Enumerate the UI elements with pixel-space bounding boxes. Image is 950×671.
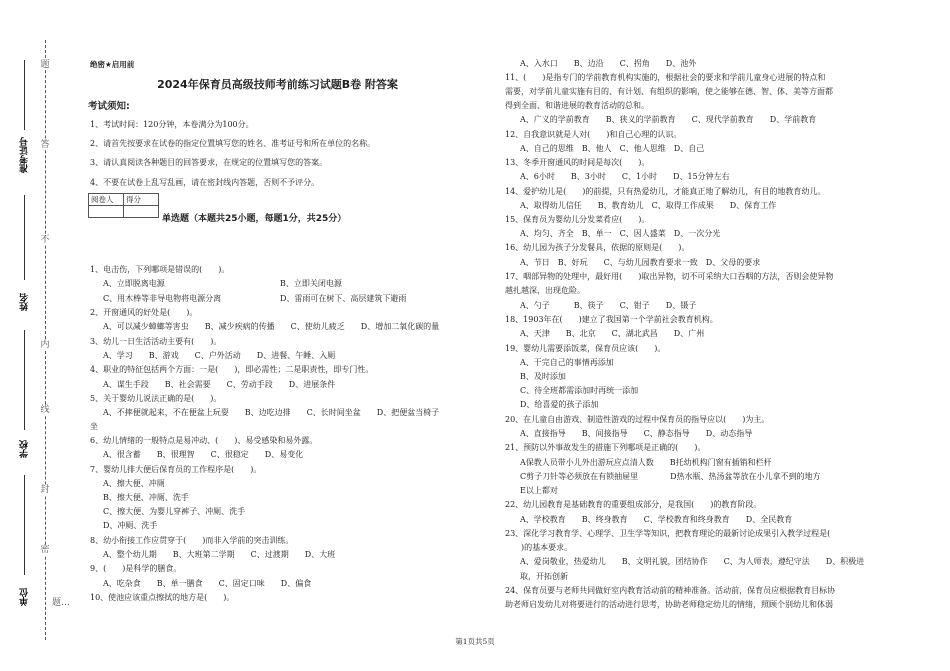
question-line: A、爱岗敬业，热爱幼儿 B、文明礼貌，团结协作 C、为人师表，遵纪守法 D、积极进 <box>520 557 865 566</box>
question-line: 11、( )是指专门的学前教育机构实施的，根据社会的要求和学前儿童身心进展的特点和 <box>505 73 826 82</box>
question-line: B、擦大便、冲厕、洗手 <box>103 493 189 502</box>
binding-margin <box>0 0 71 671</box>
question-line: A、广义的学前教育 B、狭义的学前教育 C、现代学前教育 D、学前教育 <box>520 115 817 124</box>
question-line: A、6小时 B、3小时 C、1小时 D、15分钟左右 <box>520 172 730 181</box>
question-line: A、自己的思维 B、他人 C、他人思维 D、自己 <box>520 144 705 153</box>
question-line: C、擦大便、为婴儿穿裤子、冲厕、洗手 <box>103 507 246 516</box>
question-line: 10、使池应该重点擦拭的地方是( )。 <box>90 593 235 602</box>
question-line: 21、预防以外事故发生的措施下列哪项是正确的( )。 <box>505 443 706 452</box>
question-line: A、取得幼儿信任 B、教育幼儿 C、取得工作成果 D、保育工作 <box>520 201 777 210</box>
question-line: A、学习 B、游戏 C、户外活动 D、进餐、午睡、入厕 <box>103 351 336 360</box>
question-line: 23、深化学习教育学、心理学、卫生学等知识，把教育理论的最新讨论成果引入教学过程是( <box>505 529 831 538</box>
question-line: A、立即脱离电源 <box>103 279 165 288</box>
section-heading: 单选题（本题共25小题，每题1分，共25分） <box>162 214 347 224</box>
question-line: D、给喜爱的孩子添加 <box>520 400 599 409</box>
question-line: 1、电击伤，下列哪项是错误的( )。 <box>90 265 230 274</box>
question-line: C、用木棒等非导电物将电源分离 <box>103 294 222 303</box>
cut-char: 密 <box>38 545 52 555</box>
question-line: 越扎越深，出现危险。 <box>505 286 585 295</box>
grader-cell[interactable] <box>89 206 124 218</box>
unit-label: 单位 <box>20 588 30 606</box>
question-line: A、吃杂食 B、单一膳食 C、固定口味 D、偏食 <box>103 579 312 588</box>
page-title: 2024年保育员高级技师考前练习试题B卷 附答案 <box>157 78 398 91</box>
question-line: A、可以减少蟑螂等害虫 B、减少疾病的传播 C、使幼儿疲乏 D、增加二氧化碳的量 <box>103 322 440 331</box>
cut-char: 线 <box>38 405 52 415</box>
question-line: 14、爱护幼儿是( )的前提，只有热爱幼儿，才能真正地了解幼儿，有目的地教育幼儿。 <box>505 187 826 196</box>
notice-item: 1、考试时间：120分钟，本卷满分为100分。 <box>90 120 254 129</box>
question-line: 12、自我意识就是人对( )和自己心理的认识。 <box>505 130 682 139</box>
cut-char: 不 <box>38 235 52 245</box>
question-line: A保教人员带小儿外出游玩应点清人数 B托幼机构门窗有插销和栏杆 <box>520 458 772 467</box>
question-line: 24、保育员要与老师共同做好室内教育活动前的精神准备。活动前，保育员应根据教育目标协 <box>505 586 836 595</box>
question-line: 坐 <box>90 422 98 431</box>
question-line: )的基本要求。 <box>505 543 573 552</box>
question-line: 2、开窗通风的好处是( )。 <box>90 308 198 317</box>
question-line: A、不摔便就起来，不在便盆上玩耍 B、边吃边排 C、长时间坐盆 D、把便盆当椅子 <box>103 408 440 417</box>
question-line: A、整个幼儿期 B、大班第二学期 C、过渡期 D、大班 <box>103 550 336 559</box>
question-line: A、谋生手段 B、社会需要 C、劳动手段 D、进展条件 <box>103 380 336 389</box>
question-line: C、待全班都需添加时再统一添加 <box>520 386 639 395</box>
question-line: 20、在儿童自由游戏、制造性游戏的过程中保育员的指导应以( )为主。 <box>505 415 770 424</box>
cut-char: 封 <box>38 485 52 495</box>
question-line: A、擦大便、冲厕 <box>103 479 165 488</box>
cut-char: 答 <box>38 140 52 150</box>
question-line: A、勺子 B、筷子 C、钳子 D、镊子 <box>520 301 697 310</box>
notice-heading: 考试须知: <box>88 101 130 112</box>
question-line: C剪子刀针等必须放在有锁抽屉里 D热水瓶、热汤盆等放在小儿拿不到的地方 <box>520 472 821 481</box>
question-line: 助老师启发幼儿对将要进行的活动进行思考，协助老师稳定幼儿的情绪，照顾个别幼儿和体弱 <box>505 600 833 609</box>
question-line: 4、职业的特征包括两个方面：一是( )，即必需性；二是职责性，即专门性。 <box>90 365 374 374</box>
secret-mark: 绝密★启用前 <box>90 60 135 69</box>
field-line <box>24 475 25 575</box>
question-line: A、学校教育 B、终身教育 C、学校教育和终身教育 D、全民教育 <box>520 515 793 524</box>
field-line <box>24 330 25 430</box>
exam-number-label: 准考证号 <box>20 137 30 173</box>
notice-item: 2、请首先按要求在试卷的指定位置填写您的姓名、准考证号和所在单位的名称。 <box>90 139 376 148</box>
margin-hint: 题… <box>52 598 71 608</box>
field-line <box>24 195 25 280</box>
grader-header: 阅卷人 <box>89 194 124 206</box>
question-line: D、冲厕、洗手 <box>103 521 158 530</box>
question-line: 19、婴幼儿需要添饭菜，保育员应该( )。 <box>505 344 666 353</box>
question-line: 18、1903年在( )建立了我国第一个学前社会教育机构。 <box>505 315 718 324</box>
score-cell[interactable] <box>124 206 159 218</box>
question-line: B、及时添加 <box>520 372 566 381</box>
question-line: 13、冬季开窗通风的时间是每次( )。 <box>505 158 650 167</box>
question-line: A、入水口 B、边沿 C、拐角 D、池外 <box>520 59 697 68</box>
question-line: 22、幼儿园教育是基础教育的重要组成部分，是我国( )的教育阶段。 <box>505 500 762 509</box>
question-line: 7、婴幼儿排大便后保育员的工作程序是( )。 <box>90 465 262 474</box>
cut-char: 内 <box>38 340 52 350</box>
question-line: E以上都对 <box>520 486 558 495</box>
notice-item: 3、请认真阅读各种题目的回答要求，在规定的位置填写您的答案。 <box>90 158 328 167</box>
question-line: 9、( )是科学的膳食。 <box>90 564 182 573</box>
question-line: D、雷雨可在树下、高层建筑下避雨 <box>280 294 407 303</box>
name-label: 姓名 <box>20 293 30 311</box>
field-line <box>24 60 25 130</box>
question-line: 取，开拓创新 <box>520 572 568 581</box>
page-footer: 第1页共5页 <box>455 637 495 646</box>
question-line: 3、幼儿一日生活活动主要有( )。 <box>90 337 222 346</box>
question-line: 15、保育员为婴幼儿分发菜肴应( )。 <box>505 215 650 224</box>
cut-char: 题 <box>38 60 52 70</box>
notice-item: 4、不要在试卷上乱写乱画，请在密封线内答题，否则不予评分。 <box>90 178 320 187</box>
question-line: A、天津 B、北京 C、湖北武昌 D、广州 <box>520 329 705 338</box>
score-header: 得分 <box>124 194 159 206</box>
question-line: 5、关于婴幼儿说法正确的是( )。 <box>90 394 222 403</box>
question-line: 6、幼儿情绪的一般特点是易冲动、( )、易受感染和易外露。 <box>90 436 318 445</box>
question-line: B、立即关闭电源 <box>280 279 342 288</box>
question-line: A、很含蓄 B、很理智 C、很稳定 D、易变化 <box>103 450 304 459</box>
question-line: 16、幼儿园为孩子分发餐具，依据的原则是( )。 <box>505 243 690 252</box>
question-line: A、干完自己的事情再添加 <box>520 358 614 367</box>
question-line: 需要，对学前儿童实施有目的、有计划、有组织的影响，使之能够在德、智、体、美等方面都 <box>505 87 833 96</box>
score-table <box>88 193 159 218</box>
question-line: A、均匀、齐全 B、单一 C、因人盛菜 D、一次分光 <box>520 229 721 238</box>
question-line: 17、咽部异物的处理中，最好用( )取出异物，切不可采纳大口吞咽的方法，否则会使异物 <box>505 272 834 281</box>
question-line: A、节日 B、好玩 C、与幼儿园教育要求一致 D、父母的要求 <box>520 258 761 267</box>
question-line: A、直接指导 B、间接指导 C、静态指导 D、动态指导 <box>520 429 753 438</box>
question-line: 8、幼小衔接工作应贯穿于( )而非入学前的突击训练。 <box>90 536 294 545</box>
question-line: 得到全面、和谐进展的教育活动的总和。 <box>505 101 649 110</box>
school-label: 学校 <box>20 440 30 458</box>
